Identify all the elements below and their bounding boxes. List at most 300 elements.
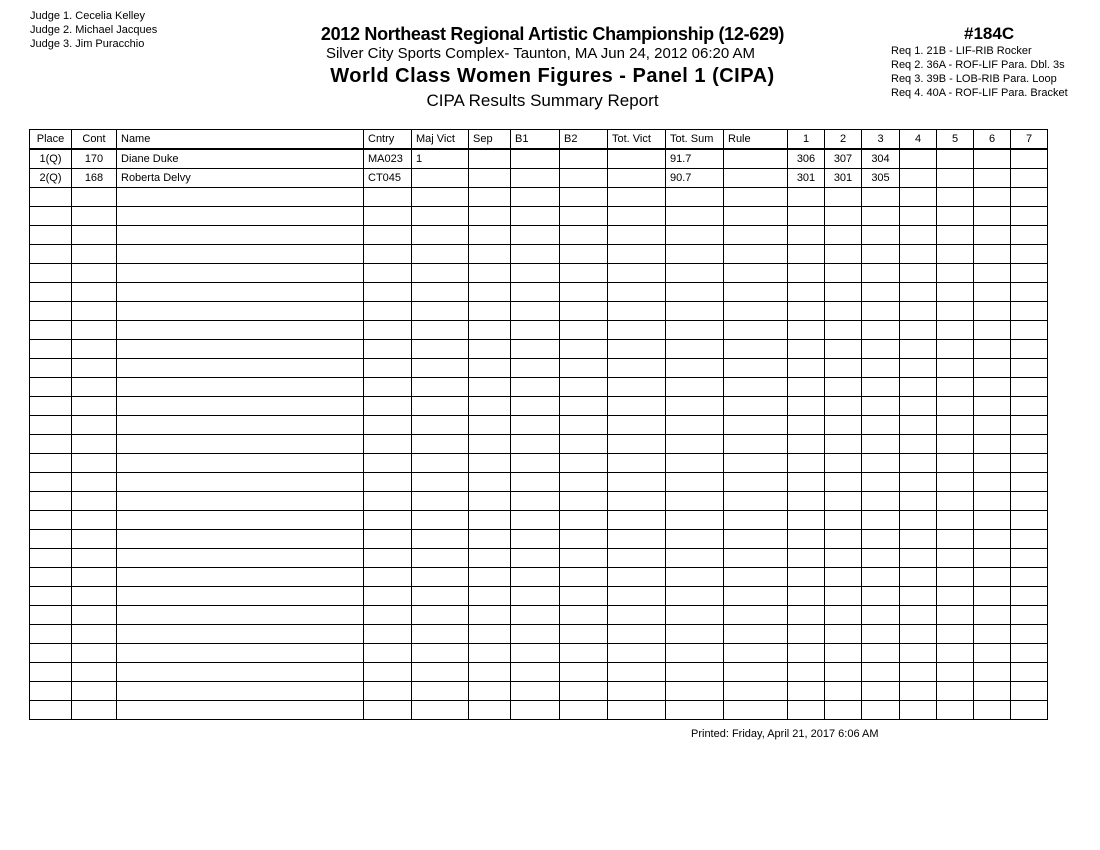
empty-row: [30, 587, 1048, 606]
column-header: Cntry: [364, 130, 412, 150]
table-cell: [788, 435, 825, 454]
table-cell: [900, 378, 937, 397]
table-cell: [825, 663, 862, 682]
table-cell: [364, 283, 412, 302]
table-cell: [511, 340, 560, 359]
table-cell: [608, 397, 666, 416]
table-cell: [724, 416, 788, 435]
empty-row: [30, 530, 1048, 549]
table-cell: [1011, 549, 1048, 568]
table-cell: [30, 682, 72, 701]
table-cell: [469, 644, 511, 663]
table-cell: 307: [825, 149, 862, 169]
table-cell: [30, 207, 72, 226]
table-cell: [666, 226, 724, 245]
table-cell: [788, 416, 825, 435]
table-cell: [560, 701, 608, 720]
table-cell: [72, 321, 117, 340]
empty-row: [30, 264, 1048, 283]
table-cell: [666, 701, 724, 720]
table-cell: [72, 264, 117, 283]
table-cell: [937, 549, 974, 568]
table-cell: [974, 435, 1011, 454]
table-cell: [72, 397, 117, 416]
table-cell: [511, 644, 560, 663]
table-cell: [724, 302, 788, 321]
table-cell: [974, 549, 1011, 568]
table-cell: [30, 492, 72, 511]
table-cell: [117, 340, 364, 359]
column-header: Tot. Sum: [666, 130, 724, 150]
table-cell: [469, 587, 511, 606]
table-cell: [974, 644, 1011, 663]
table-cell: [788, 264, 825, 283]
table-cell: [560, 188, 608, 207]
table-cell: [724, 397, 788, 416]
table-cell: [788, 549, 825, 568]
table-cell: [900, 701, 937, 720]
table-cell: [469, 549, 511, 568]
empty-row: [30, 644, 1048, 663]
table-cell: [412, 587, 469, 606]
table-cell: [825, 340, 862, 359]
table-cell: [560, 245, 608, 264]
table-cell: [974, 568, 1011, 587]
table-cell: [560, 283, 608, 302]
table-cell: [72, 549, 117, 568]
table-cell: [72, 454, 117, 473]
table-cell: [937, 359, 974, 378]
table-cell: [974, 378, 1011, 397]
table-cell: [825, 511, 862, 530]
table-cell: [900, 283, 937, 302]
table-cell: [560, 568, 608, 587]
table-cell: 306: [788, 149, 825, 169]
table-cell: [72, 283, 117, 302]
table-cell: [1011, 454, 1048, 473]
table-cell: [862, 283, 900, 302]
table-cell: [117, 416, 364, 435]
table-cell: [825, 207, 862, 226]
table-cell: [862, 302, 900, 321]
table-cell: [666, 663, 724, 682]
table-cell: [412, 454, 469, 473]
column-header: 2: [825, 130, 862, 150]
table-cell: [30, 264, 72, 283]
table-cell: [560, 644, 608, 663]
table-cell: [72, 188, 117, 207]
column-header: B2: [560, 130, 608, 150]
table-cell: [788, 682, 825, 701]
table-cell: [608, 359, 666, 378]
table-cell: 170: [72, 149, 117, 169]
table-cell: [469, 397, 511, 416]
table-cell: [900, 644, 937, 663]
table-cell: [900, 606, 937, 625]
table-cell: [724, 682, 788, 701]
table-cell: [900, 682, 937, 701]
table-cell: [72, 416, 117, 435]
table-cell: [974, 663, 1011, 682]
table-cell: [469, 321, 511, 340]
table-cell: [511, 587, 560, 606]
table-cell: [1011, 302, 1048, 321]
table-cell: [788, 397, 825, 416]
table-cell: [72, 587, 117, 606]
table-cell: [825, 454, 862, 473]
table-cell: [608, 587, 666, 606]
table-cell: [469, 530, 511, 549]
table-cell: [608, 511, 666, 530]
table-cell: [974, 149, 1011, 169]
table-cell: [724, 283, 788, 302]
table-cell: [862, 359, 900, 378]
table-cell: [666, 454, 724, 473]
table-cell: [412, 321, 469, 340]
table-cell: [666, 682, 724, 701]
table-cell: [30, 454, 72, 473]
table-cell: [412, 492, 469, 511]
table-cell: 301: [825, 169, 862, 188]
table-cell: [412, 264, 469, 283]
table-cell: [560, 397, 608, 416]
table-cell: [511, 149, 560, 169]
table-cell: [30, 359, 72, 378]
table-cell: [1011, 530, 1048, 549]
table-cell: [511, 606, 560, 625]
table-cell: [937, 283, 974, 302]
table-cell: [511, 397, 560, 416]
table-cell: [666, 435, 724, 454]
table-cell: [724, 701, 788, 720]
table-cell: [1011, 587, 1048, 606]
table-cell: [560, 549, 608, 568]
table-cell: [825, 302, 862, 321]
table-cell: [608, 340, 666, 359]
table-cell: [117, 511, 364, 530]
table-cell: [1011, 473, 1048, 492]
table-cell: [862, 549, 900, 568]
table-cell: [511, 321, 560, 340]
table-cell: [469, 207, 511, 226]
table-cell: [511, 454, 560, 473]
table-cell: [469, 606, 511, 625]
table-cell: [608, 169, 666, 188]
table-cell: [974, 416, 1011, 435]
table-cell: 2(Q): [30, 169, 72, 188]
table-cell: [117, 454, 364, 473]
table-cell: [900, 530, 937, 549]
table-cell: [469, 454, 511, 473]
table-cell: [560, 302, 608, 321]
table-cell: [937, 568, 974, 587]
table-cell: [900, 321, 937, 340]
table-cell: [364, 226, 412, 245]
table-cell: [412, 549, 469, 568]
table-cell: [608, 302, 666, 321]
table-cell: [666, 625, 724, 644]
table-cell: [364, 682, 412, 701]
empty-row: [30, 359, 1048, 378]
table-cell: [608, 416, 666, 435]
table-cell: [364, 245, 412, 264]
table-cell: [862, 492, 900, 511]
table-cell: [511, 207, 560, 226]
table-cell: [937, 169, 974, 188]
table-cell: [72, 359, 117, 378]
table-cell: [412, 682, 469, 701]
requirement-2: Req 2. 36A - ROF-LIF Para. Dbl. 3s: [891, 59, 1065, 71]
table-cell: [900, 264, 937, 283]
table-cell: [511, 682, 560, 701]
empty-row: [30, 302, 1048, 321]
table-cell: [862, 340, 900, 359]
table-cell: [900, 149, 937, 169]
table-cell: [788, 663, 825, 682]
table-cell: [724, 473, 788, 492]
table-cell: [666, 587, 724, 606]
table-cell: [974, 587, 1011, 606]
table-cell: [862, 397, 900, 416]
table-cell: [862, 587, 900, 606]
table-cell: [937, 625, 974, 644]
table-cell: [364, 397, 412, 416]
table-cell: [117, 321, 364, 340]
table-cell: [1011, 264, 1048, 283]
table-cell: [666, 207, 724, 226]
table-cell: [117, 207, 364, 226]
table-cell: [724, 644, 788, 663]
table-cell: [937, 264, 974, 283]
table-cell: [788, 492, 825, 511]
table-cell: [825, 644, 862, 663]
empty-row: [30, 416, 1048, 435]
table-cell: [1011, 378, 1048, 397]
table-cell: [30, 701, 72, 720]
table-cell: [511, 530, 560, 549]
table-cell: [412, 625, 469, 644]
empty-row: [30, 568, 1048, 587]
report-title: CIPA Results Summary Report: [426, 91, 659, 110]
table-cell: [364, 644, 412, 663]
table-cell: [724, 606, 788, 625]
table-cell: [511, 568, 560, 587]
table-cell: [364, 340, 412, 359]
table-cell: [825, 625, 862, 644]
table-cell: [825, 378, 862, 397]
table-cell: [937, 587, 974, 606]
table-cell: [788, 473, 825, 492]
table-cell: [666, 359, 724, 378]
table-cell: [412, 530, 469, 549]
table-cell: [900, 226, 937, 245]
table-cell: [788, 359, 825, 378]
table-cell: [937, 511, 974, 530]
table-cell: [560, 511, 608, 530]
table-cell: [862, 473, 900, 492]
table-cell: [666, 568, 724, 587]
table-cell: [511, 701, 560, 720]
table-cell: [666, 416, 724, 435]
table-cell: [412, 359, 469, 378]
table-cell: [469, 245, 511, 264]
table-cell: [469, 663, 511, 682]
table-cell: [412, 226, 469, 245]
table-cell: [608, 149, 666, 169]
table-cell: [1011, 644, 1048, 663]
table-cell: [469, 340, 511, 359]
table-cell: [666, 264, 724, 283]
table-cell: [364, 416, 412, 435]
table-cell: [825, 397, 862, 416]
table-cell: [788, 245, 825, 264]
table-cell: [724, 245, 788, 264]
table-cell: [974, 606, 1011, 625]
table-cell: [825, 416, 862, 435]
table-cell: [117, 473, 364, 492]
table-cell: [511, 549, 560, 568]
column-header: B1: [511, 130, 560, 150]
table-cell: [937, 606, 974, 625]
table-body: [30, 149, 1048, 720]
table-cell: [364, 530, 412, 549]
table-cell: [788, 188, 825, 207]
table-cell: [412, 207, 469, 226]
column-header: Tot. Vict: [608, 130, 666, 150]
table-cell: [974, 682, 1011, 701]
table-cell: [511, 283, 560, 302]
table-cell: [900, 473, 937, 492]
table-cell: [825, 359, 862, 378]
table-cell: [608, 549, 666, 568]
table-cell: [412, 302, 469, 321]
table-cell: [900, 454, 937, 473]
table-cell: [1011, 245, 1048, 264]
table-cell: [72, 302, 117, 321]
table-cell: [900, 568, 937, 587]
table-cell: [72, 682, 117, 701]
table-cell: [364, 454, 412, 473]
table-cell: [72, 701, 117, 720]
table-cell: [974, 283, 1011, 302]
table-cell: [724, 549, 788, 568]
table-cell: [900, 625, 937, 644]
table-cell: [560, 682, 608, 701]
table-cell: [937, 397, 974, 416]
table-cell: [412, 416, 469, 435]
table-cell: [937, 302, 974, 321]
column-header: 1: [788, 130, 825, 150]
table-cell: [511, 302, 560, 321]
table-cell: [862, 226, 900, 245]
table-cell: [937, 644, 974, 663]
table-cell: [974, 226, 1011, 245]
table-cell: [608, 682, 666, 701]
table-cell: [724, 663, 788, 682]
table-cell: [72, 530, 117, 549]
table-cell: [469, 435, 511, 454]
empty-row: [30, 340, 1048, 359]
table-cell: [117, 625, 364, 644]
table-cell: [608, 245, 666, 264]
table-cell: [1011, 207, 1048, 226]
empty-row: [30, 207, 1048, 226]
table-cell: [511, 378, 560, 397]
table-cell: [900, 302, 937, 321]
table-cell: [117, 606, 364, 625]
table-cell: [937, 207, 974, 226]
table-cell: [469, 473, 511, 492]
table-cell: [724, 226, 788, 245]
table-cell: [724, 378, 788, 397]
table-cell: [724, 359, 788, 378]
table-cell: [608, 492, 666, 511]
table-cell: [666, 340, 724, 359]
table-cell: [666, 188, 724, 207]
table-cell: [825, 188, 862, 207]
table-cell: [117, 492, 364, 511]
table-cell: [469, 492, 511, 511]
table-cell: [412, 435, 469, 454]
table-cell: [788, 283, 825, 302]
table-cell: [788, 644, 825, 663]
table-cell: [469, 701, 511, 720]
table-cell: [1011, 663, 1048, 682]
table-cell: [364, 511, 412, 530]
table-cell: [825, 492, 862, 511]
table-cell: [900, 663, 937, 682]
table-cell: 168: [72, 169, 117, 188]
table-cell: [666, 644, 724, 663]
table-cell: [937, 454, 974, 473]
table-cell: [862, 682, 900, 701]
table-cell: [364, 568, 412, 587]
table-cell: [788, 454, 825, 473]
table-cell: [30, 321, 72, 340]
table-cell: [1011, 682, 1048, 701]
table-cell: [608, 454, 666, 473]
table-cell: [364, 264, 412, 283]
table-cell: [825, 606, 862, 625]
table-cell: [608, 701, 666, 720]
table-cell: [974, 321, 1011, 340]
table-cell: [666, 245, 724, 264]
empty-row: [30, 511, 1048, 530]
table-cell: [724, 207, 788, 226]
table-cell: [666, 473, 724, 492]
judge-1: Judge 1. Cecelia Kelley: [30, 10, 145, 22]
table-cell: Diane Duke: [117, 149, 364, 169]
table-cell: [469, 302, 511, 321]
table-cell: [862, 264, 900, 283]
table-cell: [974, 625, 1011, 644]
table-row: [30, 169, 1048, 188]
table-cell: [72, 226, 117, 245]
table-cell: [412, 568, 469, 587]
table-cell: [825, 264, 862, 283]
table-cell: [937, 245, 974, 264]
table-cell: [825, 682, 862, 701]
judge-3: Judge 3. Jim Puracchio: [30, 38, 145, 50]
table-cell: [412, 188, 469, 207]
table-cell: [900, 492, 937, 511]
table-cell: [666, 606, 724, 625]
table-cell: [511, 663, 560, 682]
table-cell: [1011, 606, 1048, 625]
table-cell: [724, 188, 788, 207]
table-cell: [117, 264, 364, 283]
table-cell: [30, 245, 72, 264]
